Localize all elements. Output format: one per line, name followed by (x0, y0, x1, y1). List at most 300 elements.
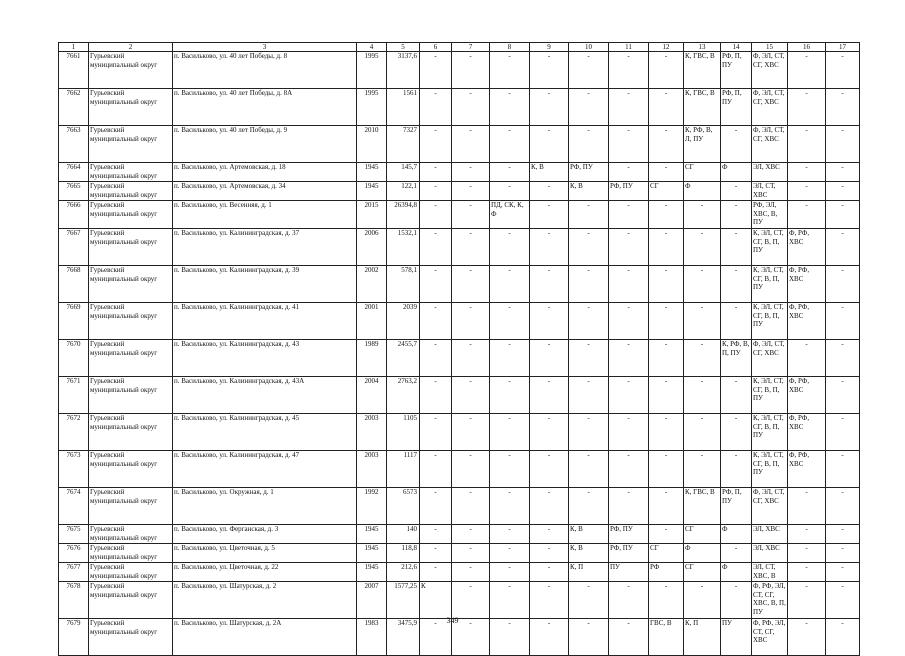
cell-col-4: 2015 (357, 201, 387, 229)
cell-col-13: - (684, 340, 721, 377)
cell-col-8: - (490, 303, 530, 340)
cell-col-8: - (490, 340, 530, 377)
cell-col-8: - (490, 451, 530, 488)
cell-col-14: - (721, 303, 752, 340)
cell-col-17: - (826, 619, 860, 656)
cell-col-14: - (721, 182, 752, 201)
cell-col-5: 145,7 (387, 163, 420, 182)
cell-col-15: Ф, РФ, ЭЛ, СТ, СГ, ХВС (752, 619, 788, 656)
cell-col-6: - (420, 52, 452, 89)
cell-col-10: - (569, 126, 609, 163)
registry-table (58, 42, 860, 656)
cell-col-7: - (452, 525, 490, 544)
cell-col-12: СГ (649, 544, 684, 563)
cell-col-8: - (490, 126, 530, 163)
cell-col-9: К, В (530, 163, 569, 182)
table-row (59, 303, 860, 340)
cell-col-3: п. Васильково, ул. Весенняя, д. 1 (173, 201, 357, 229)
cell-col-7: - (452, 488, 490, 525)
cell-col-2: Гурьевский муниципальный округ (89, 544, 173, 563)
cell-col-4: 1989 (357, 340, 387, 377)
cell-col-6: - (420, 163, 452, 182)
cell-col-6: - (420, 201, 452, 229)
table-row (59, 126, 860, 163)
cell-col-17: - (826, 266, 860, 303)
cell-col-13: - (684, 414, 721, 451)
header-cell-2: 2 (89, 43, 173, 52)
cell-col-14: - (721, 414, 752, 451)
cell-col-4: 2004 (357, 377, 387, 414)
cell-col-17: - (826, 377, 860, 414)
cell-col-11: РФ, ПУ (609, 544, 649, 563)
cell-col-15: Ф, ЭЛ, СТ, СГ, ХВС (752, 52, 788, 89)
cell-col-3: п. Васильково, ул. Калининградская, д. 47 (173, 451, 357, 488)
cell-col-4: 1945 (357, 563, 387, 582)
cell-col-9: - (530, 619, 569, 656)
cell-col-17: - (826, 52, 860, 89)
cell-col-17: - (826, 582, 860, 619)
header-cell-13: 13 (684, 43, 721, 52)
header-cell-12: 12 (649, 43, 684, 52)
cell-col-16: - (788, 52, 826, 89)
cell-col-3: п. Васильково, ул. Калининградская, д. 39 (173, 266, 357, 303)
cell-col-13: К, П (684, 619, 721, 656)
cell-col-13: - (684, 266, 721, 303)
cell-col-12: - (649, 201, 684, 229)
cell-col-1: 7674 (59, 488, 89, 525)
cell-col-15: ЭЛ, ХВС (752, 525, 788, 544)
cell-col-11: - (609, 163, 649, 182)
cell-col-13: - (684, 451, 721, 488)
cell-col-16: - (788, 544, 826, 563)
cell-col-17: - (826, 201, 860, 229)
cell-col-1: 7661 (59, 52, 89, 89)
cell-col-7: - (452, 182, 490, 201)
cell-col-12: - (649, 163, 684, 182)
cell-col-14: РФ, П, ПУ (721, 488, 752, 525)
cell-col-3: п. Васильково, ул. Калининградская, д. 43А (173, 377, 357, 414)
cell-col-12: - (649, 414, 684, 451)
cell-col-9: - (530, 303, 569, 340)
cell-col-17: - (826, 89, 860, 126)
cell-col-4: 2003 (357, 414, 387, 451)
cell-col-11: РФ, ПУ (609, 182, 649, 201)
header-cell-4: 4 (357, 43, 387, 52)
cell-col-2: Гурьевский муниципальный округ (89, 182, 173, 201)
cell-col-15: Ф, ЭЛ, СТ, СГ, ХВС (752, 340, 788, 377)
cell-col-7: - (452, 201, 490, 229)
cell-col-1: 7667 (59, 229, 89, 266)
cell-col-11: - (609, 52, 649, 89)
cell-col-9: - (530, 525, 569, 544)
cell-col-13: - (684, 377, 721, 414)
cell-col-9: - (530, 266, 569, 303)
cell-col-12: СГ (649, 182, 684, 201)
cell-col-6: - (420, 89, 452, 126)
cell-col-14: РФ, П, ПУ (721, 52, 752, 89)
cell-col-7: - (452, 377, 490, 414)
cell-col-1: 7673 (59, 451, 89, 488)
cell-col-10: К, В (569, 525, 609, 544)
cell-col-13: Ф (684, 182, 721, 201)
cell-col-7: - (452, 563, 490, 582)
cell-col-13: К, ГВС, В (684, 52, 721, 89)
cell-col-10: - (569, 89, 609, 126)
cell-col-10: - (569, 266, 609, 303)
cell-col-6: - (420, 377, 452, 414)
table-row (59, 201, 860, 229)
header-cell-8: 8 (490, 43, 530, 52)
cell-col-17: - (826, 126, 860, 163)
cell-col-13: К, РФ, В, Л, ПУ (684, 126, 721, 163)
cell-col-7: - (452, 340, 490, 377)
cell-col-7: - (452, 619, 490, 656)
cell-col-6: - (420, 525, 452, 544)
cell-col-14: - (721, 229, 752, 266)
table-row (59, 451, 860, 488)
cell-col-4: 2006 (357, 229, 387, 266)
cell-col-8: - (490, 266, 530, 303)
cell-col-1: 7665 (59, 182, 89, 201)
cell-col-7: - (452, 89, 490, 126)
cell-col-1: 7666 (59, 201, 89, 229)
cell-col-14: - (721, 126, 752, 163)
cell-col-9: - (530, 414, 569, 451)
table-row (59, 340, 860, 377)
cell-col-14: - (721, 451, 752, 488)
cell-col-16: - (788, 182, 826, 201)
cell-col-8: - (490, 582, 530, 619)
cell-col-9: - (530, 201, 569, 229)
cell-col-15: К, ЭЛ, СТ, СГ, В, П, ПУ (752, 414, 788, 451)
cell-col-3: п. Васильково, ул. Калининградская, д. 45 (173, 414, 357, 451)
cell-col-12: - (649, 52, 684, 89)
cell-col-10: - (569, 229, 609, 266)
cell-col-15: К, ЭЛ, СТ, СГ, В, П, ПУ (752, 229, 788, 266)
cell-col-5: 1105 (387, 414, 420, 451)
cell-col-2: Гурьевский муниципальный округ (89, 582, 173, 619)
cell-col-11: - (609, 89, 649, 126)
cell-col-7: - (452, 451, 490, 488)
cell-col-6: - (420, 619, 452, 656)
cell-col-16: - (788, 619, 826, 656)
cell-col-12: - (649, 126, 684, 163)
cell-col-10: - (569, 201, 609, 229)
cell-col-15: ЭЛ, СТ, ХВС, В (752, 563, 788, 582)
cell-col-3: п. Васильково, ул. Калининградская, д. 43 (173, 340, 357, 377)
cell-col-12: - (649, 229, 684, 266)
cell-col-6: - (420, 563, 452, 582)
cell-col-13: К, ГВС, В (684, 89, 721, 126)
cell-col-17: - (826, 229, 860, 266)
cell-col-11: - (609, 303, 649, 340)
header-cell-11: 11 (609, 43, 649, 52)
cell-col-3: п. Васильково, ул. Калининградская, д. 37 (173, 229, 357, 266)
cell-col-7: - (452, 544, 490, 563)
cell-col-2: Гурьевский муниципальный округ (89, 451, 173, 488)
cell-col-1: 7668 (59, 266, 89, 303)
cell-col-4: 1983 (357, 619, 387, 656)
cell-col-9: - (530, 89, 569, 126)
cell-col-14: - (721, 201, 752, 229)
table-row (59, 544, 860, 563)
cell-col-2: Гурьевский муниципальный округ (89, 89, 173, 126)
cell-col-17: - (826, 303, 860, 340)
cell-col-7: - (452, 582, 490, 619)
cell-col-11: ПУ (609, 563, 649, 582)
cell-col-5: 3475,9 (387, 619, 420, 656)
cell-col-2: Гурьевский муниципальный округ (89, 163, 173, 182)
table-row (59, 414, 860, 451)
cell-col-12: - (649, 377, 684, 414)
cell-col-8: - (490, 163, 530, 182)
cell-col-8: - (490, 563, 530, 582)
cell-col-1: 7663 (59, 126, 89, 163)
cell-col-10: - (569, 340, 609, 377)
cell-col-5: 578,1 (387, 266, 420, 303)
cell-col-17: - (826, 163, 860, 182)
cell-col-10: - (569, 451, 609, 488)
cell-col-16: - (788, 582, 826, 619)
cell-col-15: ЭЛ, ХВС (752, 163, 788, 182)
cell-col-4: 1995 (357, 52, 387, 89)
cell-col-1: 7662 (59, 89, 89, 126)
cell-col-15: РФ, ЭЛ, ХВС, В, ПУ (752, 201, 788, 229)
cell-col-4: 2001 (357, 303, 387, 340)
cell-col-8: - (490, 414, 530, 451)
cell-col-4: 2002 (357, 266, 387, 303)
cell-col-10: - (569, 52, 609, 89)
cell-col-5: 2039 (387, 303, 420, 340)
cell-col-16: Ф, РФ, ХВС (788, 266, 826, 303)
cell-col-17: - (826, 340, 860, 377)
cell-col-12: - (649, 340, 684, 377)
cell-col-2: Гурьевский муниципальный округ (89, 340, 173, 377)
table-row (59, 182, 860, 201)
cell-col-10: - (569, 488, 609, 525)
cell-col-1: 7679 (59, 619, 89, 656)
cell-col-11: - (609, 488, 649, 525)
cell-col-8: - (490, 377, 530, 414)
cell-col-16: - (788, 163, 826, 182)
cell-col-11: - (609, 126, 649, 163)
cell-col-13: - (684, 229, 721, 266)
cell-col-5: 7327 (387, 126, 420, 163)
cell-col-3: п. Васильково, ул. Артемовская, д. 18 (173, 163, 357, 182)
cell-col-14: Ф (721, 163, 752, 182)
header-cell-1: 1 (59, 43, 89, 52)
cell-col-12: ГВС, В (649, 619, 684, 656)
cell-col-12: - (649, 451, 684, 488)
cell-col-4: 1945 (357, 182, 387, 201)
cell-col-5: 118,8 (387, 544, 420, 563)
cell-col-5: 3137,6 (387, 52, 420, 89)
cell-col-12: - (649, 525, 684, 544)
cell-col-17: - (826, 182, 860, 201)
cell-col-17: - (826, 414, 860, 451)
cell-col-11: - (609, 266, 649, 303)
cell-col-5: 1561 (387, 89, 420, 126)
cell-col-5: 2763,2 (387, 377, 420, 414)
cell-col-16: Ф, РФ, ХВС (788, 303, 826, 340)
cell-col-3: п. Васильково, ул. 40 лет Победы, д. 8 (173, 52, 357, 89)
cell-col-8: ПД, СК, К, Ф (490, 201, 530, 229)
cell-col-16: Ф, РФ, ХВС (788, 229, 826, 266)
cell-col-2: Гурьевский муниципальный округ (89, 52, 173, 89)
cell-col-2: Гурьевский муниципальный округ (89, 201, 173, 229)
cell-col-12: - (649, 89, 684, 126)
cell-col-9: - (530, 582, 569, 619)
cell-col-8: - (490, 619, 530, 656)
cell-col-5: 1577,25 (387, 582, 420, 619)
cell-col-9: - (530, 377, 569, 414)
cell-col-11: - (609, 619, 649, 656)
cell-col-16: Ф, РФ, ХВС (788, 451, 826, 488)
cell-col-14: - (721, 377, 752, 414)
cell-col-5: 1117 (387, 451, 420, 488)
cell-col-8: - (490, 229, 530, 266)
cell-col-1: 7675 (59, 525, 89, 544)
header-cell-14: 14 (721, 43, 752, 52)
cell-col-16: Ф, РФ, ХВС (788, 414, 826, 451)
cell-col-15: Ф, ЭЛ, СТ, СГ, ХВС (752, 488, 788, 525)
table-body (59, 52, 860, 656)
cell-col-3: п. Васильково, ул. Цветочная, д. 5 (173, 544, 357, 563)
cell-col-5: 212,6 (387, 563, 420, 582)
cell-col-12: РФ (649, 563, 684, 582)
page-number: 349 (446, 616, 459, 625)
cell-col-9: - (530, 488, 569, 525)
cell-col-17: - (826, 544, 860, 563)
cell-col-14: Ф (721, 525, 752, 544)
cell-col-13: - (684, 201, 721, 229)
cell-col-9: - (530, 182, 569, 201)
cell-col-8: - (490, 52, 530, 89)
table-row (59, 229, 860, 266)
cell-col-6: - (420, 229, 452, 266)
cell-col-8: - (490, 89, 530, 126)
table-row (59, 377, 860, 414)
cell-col-11: - (609, 377, 649, 414)
cell-col-10: К, В (569, 182, 609, 201)
cell-col-15: Ф, ЭЛ, СТ, СГ, ХВС (752, 89, 788, 126)
cell-col-13: СГ (684, 563, 721, 582)
cell-col-10: - (569, 377, 609, 414)
cell-col-10: - (569, 303, 609, 340)
cell-col-10: - (569, 619, 609, 656)
cell-col-9: - (530, 52, 569, 89)
cell-col-5: 2455,7 (387, 340, 420, 377)
cell-col-12: - (649, 266, 684, 303)
cell-col-8: - (490, 544, 530, 563)
header-cell-7: 7 (452, 43, 490, 52)
cell-col-16: - (788, 340, 826, 377)
header-cell-5: 5 (387, 43, 420, 52)
cell-col-16: - (788, 525, 826, 544)
cell-col-2: Гурьевский муниципальный округ (89, 266, 173, 303)
cell-col-11: - (609, 201, 649, 229)
table-row (59, 582, 860, 619)
cell-col-13: СГ (684, 163, 721, 182)
cell-col-3: п. Васильково, ул. Артемовская, д. 34 (173, 182, 357, 201)
cell-col-13: - (684, 582, 721, 619)
header-cell-15: 15 (752, 43, 788, 52)
cell-col-2: Гурьевский муниципальный округ (89, 563, 173, 582)
cell-col-1: 7670 (59, 340, 89, 377)
header-cell-10: 10 (569, 43, 609, 52)
cell-col-13: - (684, 303, 721, 340)
cell-col-9: - (530, 451, 569, 488)
cell-col-10: - (569, 414, 609, 451)
cell-col-5: 26394,8 (387, 201, 420, 229)
cell-col-7: - (452, 52, 490, 89)
cell-col-15: К, ЭЛ, СТ, СГ, В, П, ПУ (752, 377, 788, 414)
cell-col-11: - (609, 582, 649, 619)
cell-col-16: - (788, 563, 826, 582)
cell-col-14: РФ, П, ПУ (721, 89, 752, 126)
cell-col-13: К, ГВС, В (684, 488, 721, 525)
cell-col-15: ЭЛ, ХВС (752, 544, 788, 563)
cell-col-10: К, В (569, 544, 609, 563)
cell-col-4: 1945 (357, 163, 387, 182)
cell-col-4: 1992 (357, 488, 387, 525)
cell-col-16: Ф, РФ, ХВС (788, 377, 826, 414)
cell-col-3: п. Васильково, ул. Калининградская, д. 41 (173, 303, 357, 340)
cell-col-9: - (530, 229, 569, 266)
cell-col-1: 7676 (59, 544, 89, 563)
cell-col-4: 2007 (357, 582, 387, 619)
cell-col-10: - (569, 582, 609, 619)
cell-col-17: - (826, 488, 860, 525)
cell-col-6: - (420, 488, 452, 525)
cell-col-2: Гурьевский муниципальный округ (89, 377, 173, 414)
table-row (59, 163, 860, 182)
cell-col-15: ЭЛ, СТ, ХВС (752, 182, 788, 201)
cell-col-3: п. Васильково, ул. Ферганская, д. 3 (173, 525, 357, 544)
table-row (59, 488, 860, 525)
cell-col-6: - (420, 266, 452, 303)
cell-col-14: К, РФ, В, П, ПУ (721, 340, 752, 377)
cell-col-13: Ф (684, 544, 721, 563)
cell-col-7: - (452, 229, 490, 266)
header-cell-17: 17 (826, 43, 860, 52)
cell-col-7: - (452, 126, 490, 163)
cell-col-16: - (788, 126, 826, 163)
registry-table-sheet (58, 42, 860, 656)
cell-col-5: 122,1 (387, 182, 420, 201)
cell-col-6: - (420, 303, 452, 340)
cell-col-9: - (530, 340, 569, 377)
cell-col-6: - (420, 182, 452, 201)
cell-col-15: К, ЭЛ, СТ, СГ, В, П, ПУ (752, 303, 788, 340)
header-cell-9: 9 (530, 43, 569, 52)
cell-col-3: п. Васильково, ул. 40 лет Победы, д. 9 (173, 126, 357, 163)
cell-col-2: Гурьевский муниципальный округ (89, 525, 173, 544)
cell-col-6: - (420, 451, 452, 488)
header-cell-16: 16 (788, 43, 826, 52)
cell-col-3: п. Васильково, ул. Окружная, д. 1 (173, 488, 357, 525)
cell-col-6: - (420, 414, 452, 451)
cell-col-1: 7664 (59, 163, 89, 182)
cell-col-10: РФ, ПУ (569, 163, 609, 182)
cell-col-1: 7678 (59, 582, 89, 619)
cell-col-9: - (530, 563, 569, 582)
cell-col-17: - (826, 451, 860, 488)
cell-col-1: 7672 (59, 414, 89, 451)
cell-col-5: 1532,1 (387, 229, 420, 266)
cell-col-1: 7671 (59, 377, 89, 414)
cell-col-4: 1995 (357, 89, 387, 126)
